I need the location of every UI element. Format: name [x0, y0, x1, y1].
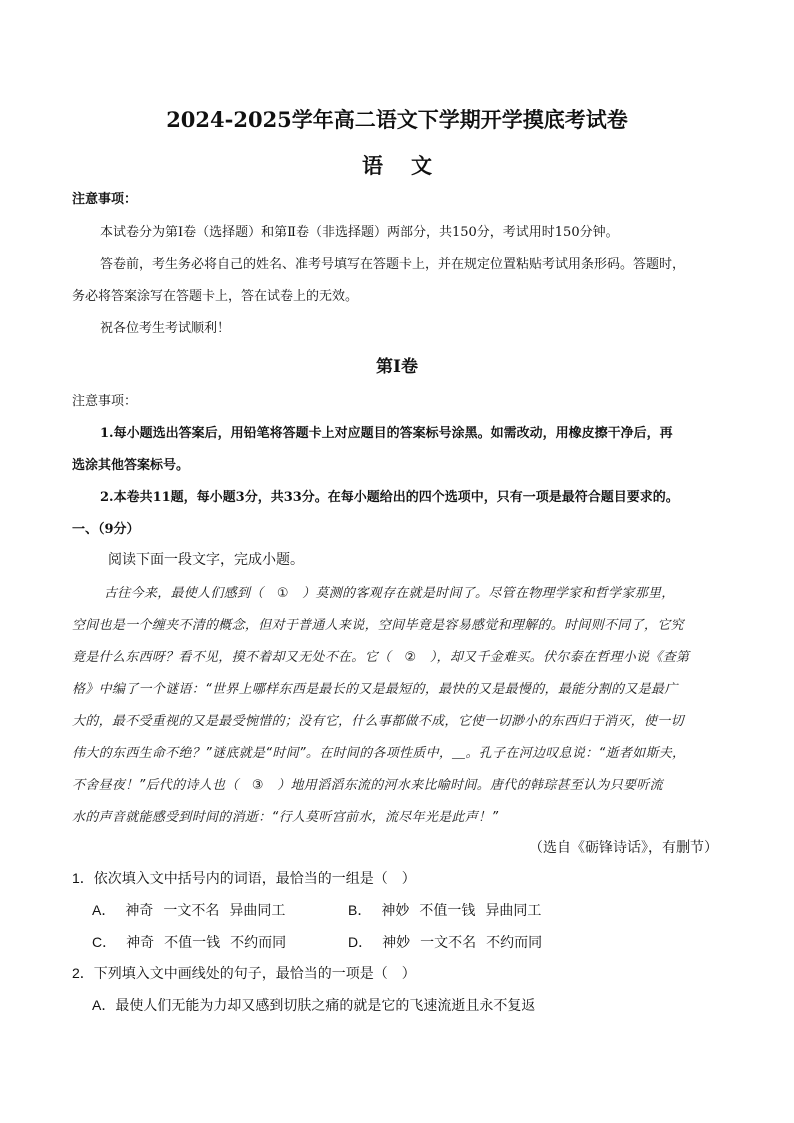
- section-notice-heading: 注意事项：: [72, 394, 138, 409]
- exam-title: 2024-2025学年高二语文下学期开学摸底考试卷: [166, 107, 628, 132]
- option-word: 神奇: [126, 934, 155, 950]
- passage-line: 伟大的东西生命不绝？”谜底就是“时间”。在时间的各项性质中，＿。孔子在河边叹息说：“逝者如斯夫，: [72, 746, 686, 761]
- passage-line: 不舍昼夜！”后代的诗人也（ ③ ）地用滔滔东流的河水来比喻时间。唐代的韩琮甚至认为只要听流: [72, 778, 663, 793]
- notice-line-2a: 答卷前，考生务必将自己的姓名、准考号填写在答题卡上，并在规定位置粘贴考试用条形码。答题时，: [100, 257, 686, 272]
- section-rule-2: 2.本卷共11题，每小题3分，共33分。在每小题给出的四个选项中，只有一项是最符合题目要求的。: [100, 490, 679, 505]
- subject-char-1: 语: [362, 153, 383, 178]
- question-2-stem: 2．下列填入文中画线处的句子，最恰当的一项是（ ）: [72, 965, 416, 981]
- option-1b[interactable]: [348, 900, 541, 920]
- section-heading: 第Ⅰ卷: [376, 357, 418, 377]
- notice-line-1: 本试卷分为第Ⅰ卷（选择题）和第Ⅱ卷（非选择题）两部分，共150分，考试用时150分钟。: [100, 225, 619, 240]
- passage-line: 大的，最不受重视的又是最受惋惜的；没有它，什么事都做不成，它使一切渺小的东西归于消灭，使一切: [72, 714, 684, 729]
- option-word: 异曲同工: [229, 902, 286, 918]
- option-label: C．: [92, 934, 117, 950]
- option-word: 一文不名: [163, 902, 220, 918]
- notice-heading: 注意事项：: [72, 192, 138, 207]
- option-word: 不约而同: [486, 934, 543, 950]
- part-heading: 一、（9分）: [72, 522, 140, 537]
- subject-char-2: 文: [411, 153, 432, 178]
- option-1c[interactable]: [92, 932, 286, 952]
- option-1a[interactable]: [92, 900, 285, 920]
- option-word: 不约而同: [230, 934, 287, 950]
- option-word: 神妙: [381, 902, 410, 918]
- option-label: B．: [348, 902, 372, 918]
- passage-line: 空间也是一个缠夹不清的概念，但对于普通人来说，空间毕竟是容易感觉和理解的。时间则不同了，它究: [72, 618, 684, 633]
- notice-line-3: 祝各位考生考试顺利！: [100, 321, 231, 336]
- passage-line: 古往今来，最使人们感到（ ① ）莫测的客观存在就是时间了。尽管在物理学家和哲学家那里，: [104, 586, 675, 601]
- option-word: 异曲同工: [485, 902, 542, 918]
- section-rule-1a: 1.每小题选出答案后，用铅笔将答题卡上对应题目的答案标号涂黑。如需改动，用橡皮擦干净后，再: [100, 426, 673, 441]
- section-rule-1b: 选涂其他答案标号。: [72, 458, 190, 473]
- option-word: 一文不名: [420, 934, 477, 950]
- option-word: 神妙: [382, 934, 411, 950]
- option-1d[interactable]: [348, 932, 542, 952]
- passage-line: 竟是什么东西呀？看不见，摸不着却又无处不在。它（ ② ），却又千金难买。伏尔泰在哲理小说《查第: [72, 650, 690, 665]
- reading-instruction: 阅读下面一段文字，完成小题。: [108, 551, 304, 567]
- option-word: 不值一钱: [164, 934, 221, 950]
- passage-line: 格》中编了一个谜语：“世界上哪样东西是最长的又是最短的，最快的又是最慢的，最能分割的又是最广: [72, 682, 678, 697]
- option-label: A．: [92, 902, 116, 918]
- passage-source: （选自《砺锋诗话》，有删节）: [529, 839, 718, 855]
- option-word: 不值一钱: [419, 902, 476, 918]
- option-word: 神奇: [125, 902, 154, 918]
- option-label: D．: [348, 934, 373, 950]
- subject-title: [0, 150, 794, 180]
- option-2a[interactable]: A．最使人们无能为力却又感到切肤之痛的就是它的飞速流逝且永不复返: [92, 997, 536, 1013]
- passage-line: 水的声音就能感受到时间的消逝：“行人莫听宫前水，流尽年光是此声！”: [72, 810, 499, 825]
- notice-line-2b: 务必将答案涂写在答题卡上，答在试卷上的无效。: [72, 289, 359, 304]
- question-1-stem: 1．依次填入文中括号内的词语，最恰当的一组是（ ）: [72, 870, 416, 886]
